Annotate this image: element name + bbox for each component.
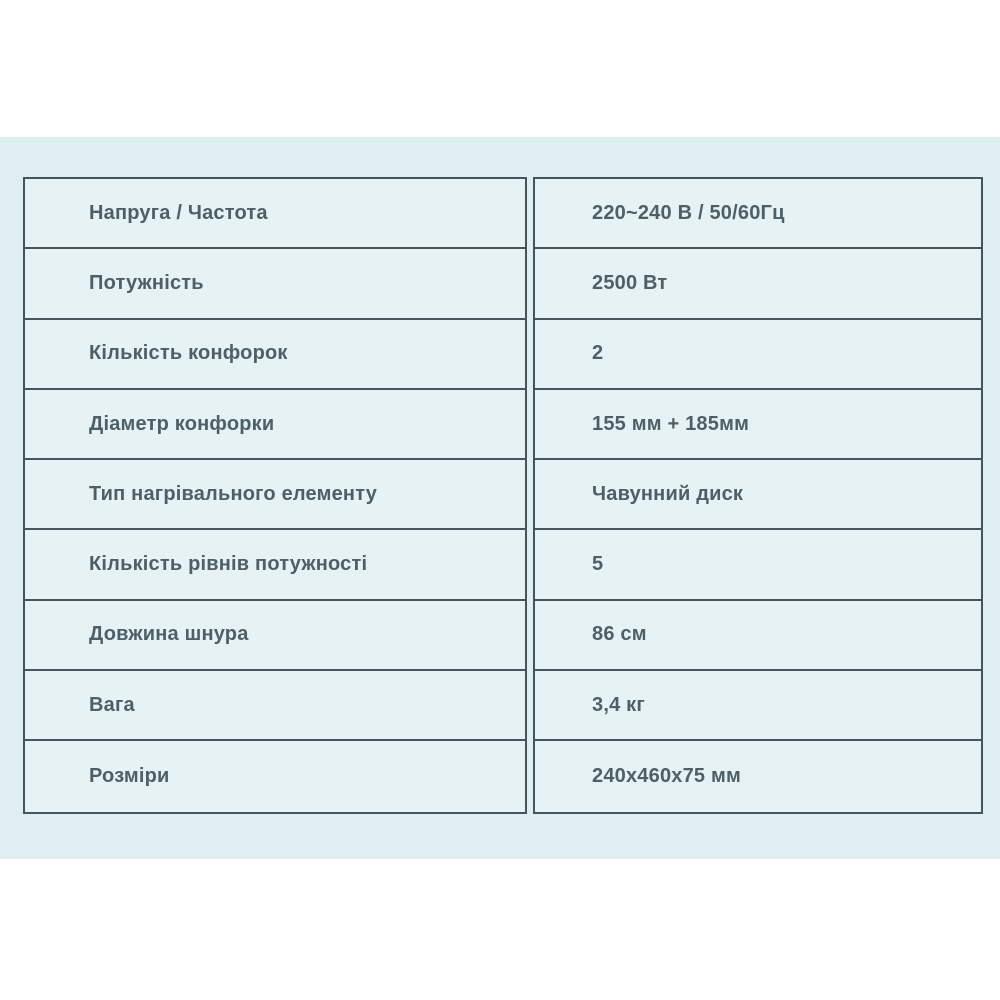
spec-label-text: Кількість конфорок bbox=[89, 342, 288, 365]
spec-row-value bbox=[535, 460, 981, 530]
spec-value-text: Чавунний диск bbox=[592, 482, 744, 505]
spec-row-label bbox=[25, 741, 525, 811]
spec-value-text: 5 bbox=[592, 553, 604, 576]
spec-row-value bbox=[535, 249, 981, 319]
spec-row-label bbox=[25, 390, 525, 460]
spec-label-text: Напруга / Частота bbox=[89, 201, 268, 224]
spec-row-label bbox=[25, 249, 525, 319]
spec-row-value bbox=[535, 390, 981, 460]
spec-row-label bbox=[25, 601, 525, 671]
spec-labels-column bbox=[23, 177, 527, 814]
spec-row-value bbox=[535, 601, 981, 671]
spec-row-label bbox=[25, 179, 525, 249]
spec-label-text: Потужність bbox=[89, 271, 204, 294]
spec-value-text: 2500 Вт bbox=[592, 271, 668, 294]
spec-panel bbox=[0, 137, 1000, 859]
spec-label-text: Кількість рівнів потужності bbox=[89, 553, 368, 576]
spec-label-text: Тип нагрівального елементу bbox=[89, 482, 378, 505]
spec-label-text: Розміри bbox=[89, 765, 170, 788]
spec-label-text: Діаметр конфорки bbox=[89, 412, 275, 435]
spec-row-value bbox=[535, 179, 981, 249]
spec-row-label bbox=[25, 671, 525, 741]
spec-value-text: 86 см bbox=[592, 623, 647, 646]
spec-row-value bbox=[535, 741, 981, 811]
spec-label-text: Довжина шнура bbox=[89, 623, 249, 646]
spec-row-label bbox=[25, 460, 525, 530]
spec-value-text: 155 мм + 185мм bbox=[592, 412, 750, 435]
spec-row-value bbox=[535, 320, 981, 390]
spec-row-value bbox=[535, 530, 981, 600]
spec-row-label bbox=[25, 320, 525, 390]
spec-row-label bbox=[25, 530, 525, 600]
spec-row-value bbox=[535, 671, 981, 741]
spec-label-text: Вага bbox=[89, 693, 135, 716]
spec-value-text: 3,4 кг bbox=[592, 693, 645, 716]
spec-value-text: 220~240 В / 50/60Гц bbox=[592, 201, 785, 224]
spec-table bbox=[23, 177, 983, 814]
spec-value-text: 240x460x75 мм bbox=[592, 765, 741, 788]
spec-values-column bbox=[533, 177, 983, 814]
spec-value-text: 2 bbox=[592, 342, 604, 365]
